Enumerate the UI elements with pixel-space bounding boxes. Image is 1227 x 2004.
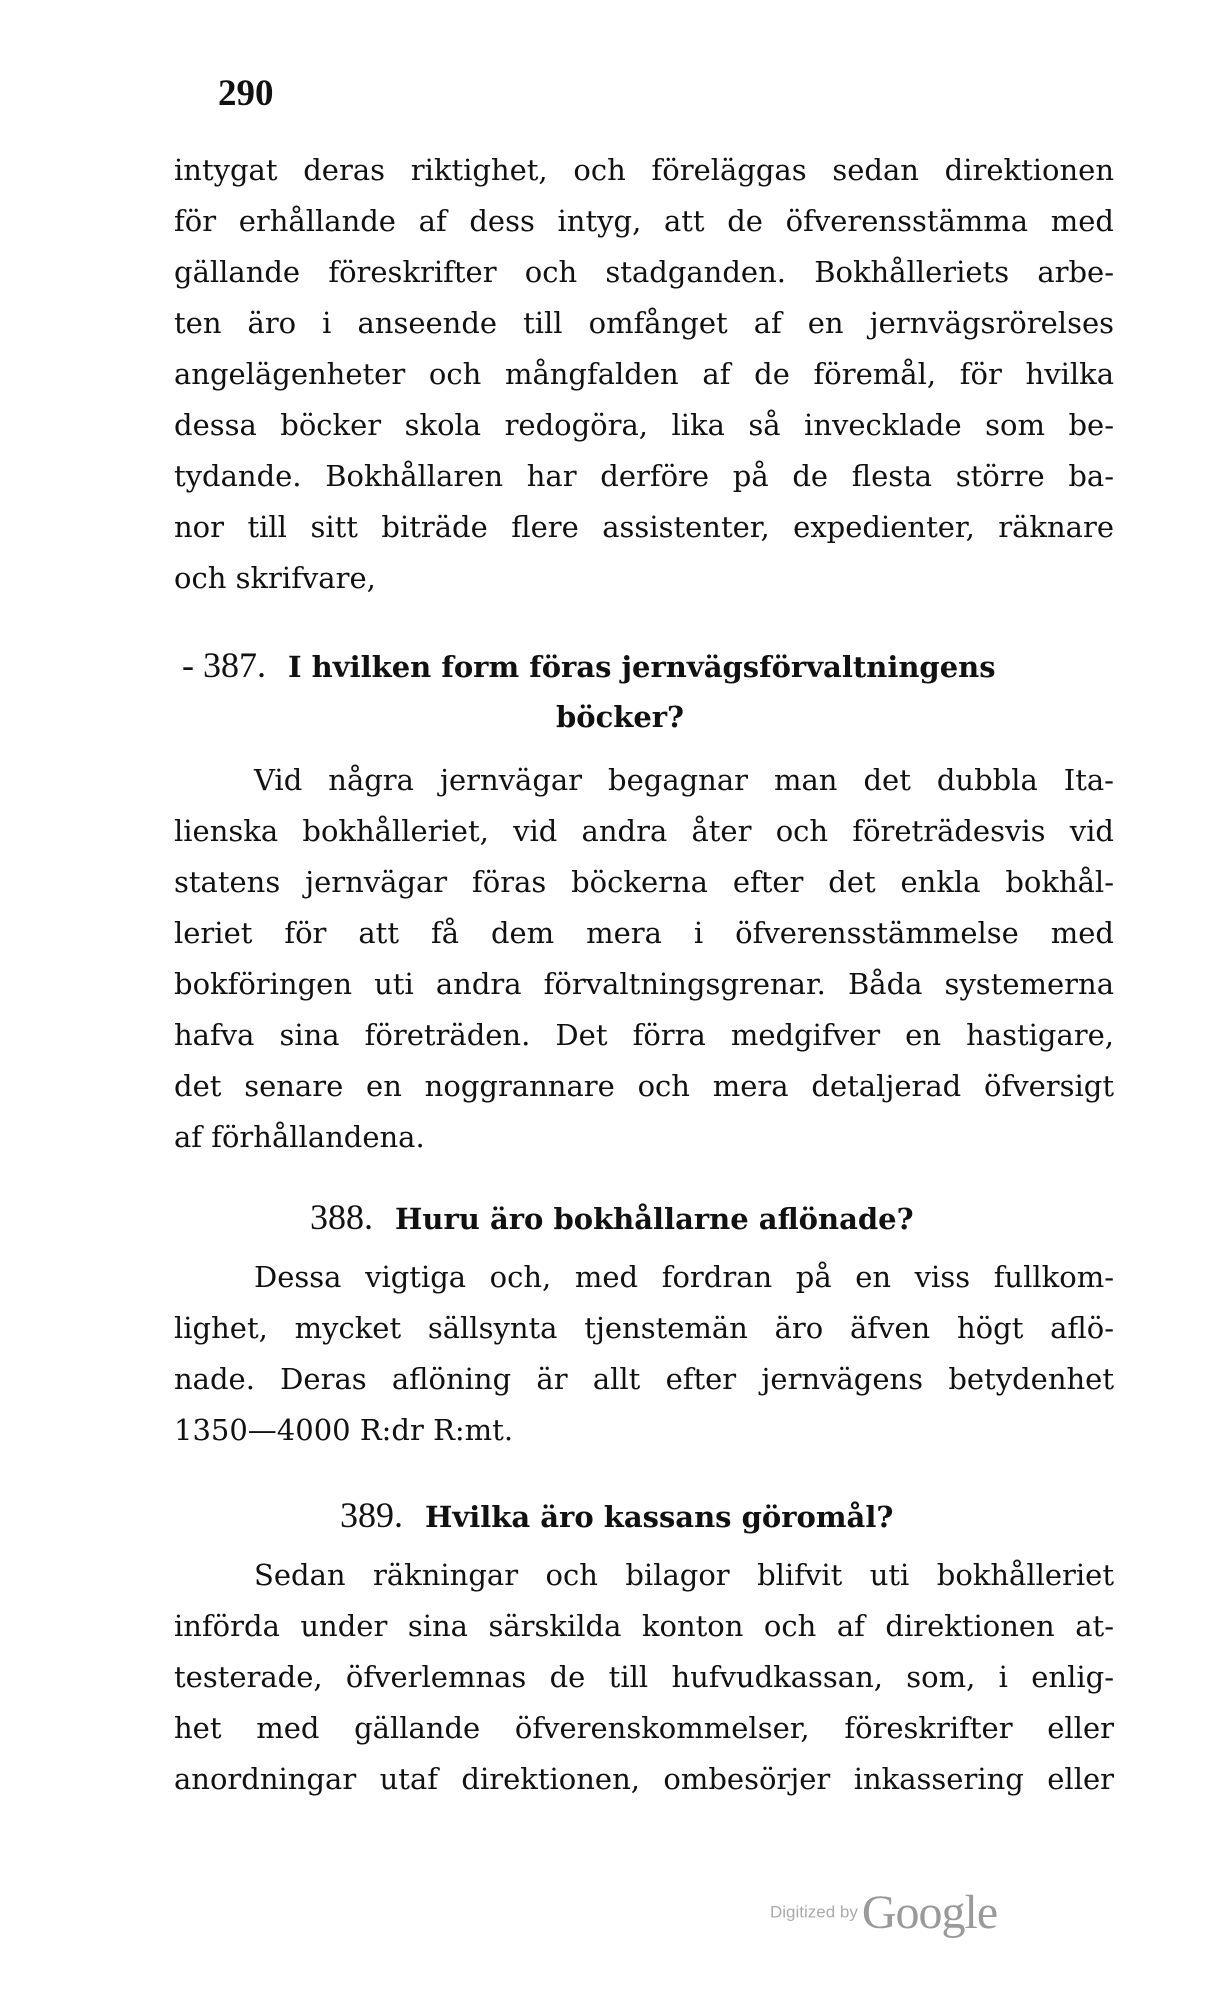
text-line: för erhållande af dess intyg, att de öfverensstämma med	[174, 204, 1114, 238]
question-389-heading	[340, 1490, 1040, 1543]
question-number: 388.	[310, 1197, 373, 1237]
text-line: Vid några jernvägar begagnar man det dubbla Ita-	[254, 763, 1114, 797]
text-line: tydande. Bokhållaren har derföre på de flesta större ba-	[174, 459, 1114, 493]
text-line: ten äro i anseende till omfånget af en jernvägsrörelses	[174, 306, 1114, 340]
question-387-heading	[182, 640, 1122, 693]
question-title: Huru äro bokhållarne aflönade?	[395, 1202, 914, 1236]
text-line: och skrifvare,	[174, 561, 376, 595]
text-line: lighet, mycket sällsynta tjenstemän äro äfven högt aflö-	[174, 1311, 1114, 1345]
text-line: Dessa vigtiga och, med fordran på en viss fullkom-	[254, 1260, 1114, 1294]
page-number: 290	[218, 73, 274, 114]
text-line: införda under sina särskilda konton och af direktionen at-	[174, 1609, 1114, 1643]
question-number: - 387.	[182, 645, 266, 685]
text-line: Sedan räkningar och bilagor blifvit uti bokhålleriet	[254, 1558, 1114, 1592]
google-logo: Google	[861, 1886, 998, 1939]
question-388-heading	[310, 1192, 1010, 1245]
paragraph-387	[174, 755, 1114, 1163]
text-line: anordningar utaf direktionen, ombesörjer inkassering eller	[174, 1762, 1114, 1796]
text-line: 1350—4000 R:dr R:mt.	[174, 1413, 514, 1447]
text-line: angelägenheter och mångfalden af de föremål, för hvilka	[174, 357, 1114, 391]
question-title-cont: böcker?	[555, 700, 685, 734]
text-line: nor till sitt biträde flere assistenter, expedienter, räknare	[174, 510, 1114, 544]
text-line: statens jernvägar föras böckerna efter det enkla bokhål-	[174, 865, 1114, 899]
watermark-small-text: Digitized by	[770, 1902, 858, 1922]
text-line: intygat deras riktighet, och föreläggas sedan direktionen	[174, 153, 1114, 187]
paragraph-388	[174, 1252, 1114, 1456]
text-line: testerade, öfverlemnas de till hufvudkassan, som, i enlig-	[174, 1660, 1114, 1694]
text-line: det senare en noggrannare och mera detaljerad öfversigt	[174, 1069, 1114, 1103]
text-line: nade. Deras aflöning är allt efter jernvägens betydenhet	[174, 1362, 1114, 1396]
text-line: dessa böcker skola redogöra, lika så invecklade som be-	[174, 408, 1114, 442]
question-title: Hvilka äro kassans göromål?	[425, 1500, 894, 1534]
text-line: leriet för att få dem mera i öfverensstämmelse med	[174, 916, 1114, 950]
question-title: I hvilken form föras jernvägsförvaltningens	[288, 650, 996, 684]
text-line: lienska bokhålleriet, vid andra åter och företrädesvis vid	[174, 814, 1114, 848]
text-line: hafva sina företräden. Det förra medgifver en hastigare,	[174, 1018, 1114, 1052]
question-387-heading-cont	[420, 692, 820, 743]
text-line: het med gällande öfverenskommelser, föreskrifter eller	[174, 1711, 1114, 1745]
text-line: bokföringen uti andra förvaltningsgrenar. Båda systemerna	[174, 967, 1114, 1001]
text-line: af förhållandena.	[174, 1120, 425, 1154]
paragraph-intro	[174, 145, 1114, 604]
text-line: gällande föreskrifter och stadganden. Bokhålleriets arbe-	[174, 255, 1114, 289]
paragraph-389	[174, 1550, 1114, 1805]
digitized-by-google-watermark	[770, 1885, 1070, 1945]
question-number: 389.	[340, 1495, 403, 1535]
